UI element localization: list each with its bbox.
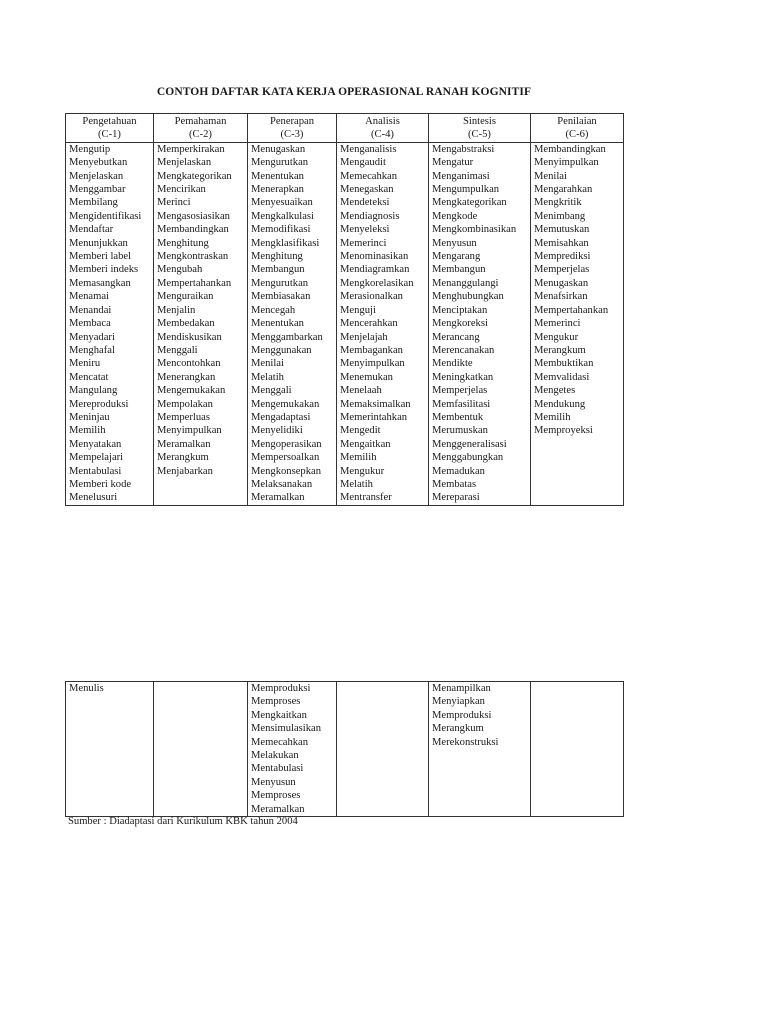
verb-item: Menyimpulkan: [340, 358, 405, 370]
verb-item: Mendikte: [432, 358, 473, 370]
verb-item: Menyimpulkan: [157, 425, 222, 437]
verb-item: Mendiskusikan: [157, 331, 222, 343]
verb-item: Melatih: [340, 478, 373, 490]
verb-item: Mengkode: [432, 210, 478, 222]
verb-item: Mendiagnosis: [340, 210, 400, 222]
verb-item: Menampilkan: [432, 683, 491, 694]
verb-item: Menyebutkan: [69, 157, 128, 169]
verb-item: Membatas: [432, 478, 477, 490]
verb-item: Menghafal: [69, 344, 115, 356]
verb-list-c4: [337, 142, 429, 505]
verb-item: Memproduksi: [432, 709, 492, 721]
verb-item: Menegaskan: [340, 184, 394, 196]
verb-item: Memproses: [251, 790, 301, 802]
verb-item: Memperluas: [157, 411, 210, 423]
verb-item: Membangun: [432, 264, 486, 276]
table-body-row: [66, 142, 624, 505]
verb-item: Mengutip: [69, 143, 111, 155]
verb-item: Menghitung: [251, 251, 303, 263]
verb-item: Mencirikan: [157, 184, 206, 196]
header-cell-c3: Penerapan (C-3): [248, 114, 337, 143]
verb-item: Mengoperasikan: [251, 438, 322, 450]
verb-item: Menunjukkan: [69, 237, 128, 249]
verb-item: Memperkirakan: [157, 143, 225, 155]
verb-item: Memerinci: [340, 237, 387, 249]
verb-item: Menerapkan: [251, 184, 304, 196]
verb-item: Memecahkan: [251, 736, 309, 748]
verb-item: Menandai: [69, 304, 112, 316]
verb-list-c4-cont: [337, 682, 429, 817]
verb-item: Menjelajah: [340, 331, 388, 343]
verb-item: Menentukan: [251, 318, 304, 330]
verb-item: Mempertahankan: [534, 304, 609, 316]
verb-item: Melakukan: [251, 750, 299, 762]
verb-item: Memproses: [251, 696, 301, 708]
verb-table-page2: [65, 681, 624, 817]
verb-item: Menggali: [251, 385, 292, 397]
verb-list-c2: [154, 142, 248, 505]
verb-item: Mengedit: [340, 425, 381, 437]
verb-item: Menciptakan: [432, 304, 488, 316]
header-cell-c6: Penilaian (C-6): [531, 114, 624, 143]
verb-item: Memperjelas: [432, 385, 488, 397]
verb-item: Mencatat: [69, 371, 109, 383]
verb-item: Membandingkan: [534, 143, 606, 155]
verb-item: Menganimasi: [432, 170, 490, 182]
verb-item: Memodifikasi: [251, 224, 311, 236]
verb-item: Memfasilitasi: [432, 398, 491, 410]
verb-item: Memprediksi: [534, 251, 591, 263]
verb-item: Mangulang: [69, 385, 118, 397]
verb-item: Memilih: [534, 411, 571, 423]
verb-item: Mengabstraksi: [432, 143, 495, 155]
verb-item: Menganalisis: [340, 143, 397, 155]
verb-item: Memasangkan: [69, 277, 131, 289]
verb-item: Menjelaskan: [69, 170, 124, 182]
verb-item: Menanggulangi: [432, 277, 499, 289]
verb-item: Menyadari: [69, 331, 115, 343]
verb-item: Memilih: [69, 425, 106, 437]
verb-item: Mengkorelasikan: [340, 277, 414, 289]
verb-item: Membagankan: [340, 344, 403, 356]
verb-item: Menjelaskan: [157, 157, 212, 169]
verb-item: Menerangkan: [157, 371, 216, 383]
verb-item: Mengukur: [340, 465, 385, 477]
verb-item: Membangun: [251, 264, 305, 276]
verb-item: Menilai: [534, 170, 567, 182]
verb-item: Mengumpulkan: [432, 184, 500, 196]
verb-item: Mensimulasikan: [251, 723, 322, 735]
verb-item: Menyusun: [432, 237, 477, 249]
header-cell-c1: Pengetahuan (C-1): [66, 114, 154, 143]
source-note: Sumber : Diadaptasi dari Kurikulum KBK tahun 2004: [68, 816, 298, 827]
verb-item: Merasionalkan: [340, 291, 403, 303]
verb-item: Meningkatkan: [432, 371, 494, 383]
verb-item: Menominasikan: [340, 251, 409, 263]
verb-item: Membaca: [69, 318, 111, 330]
verb-item: Merumuskan: [432, 425, 488, 437]
verb-item: Mereproduksi: [69, 398, 129, 410]
verb-item: Meramalkan: [157, 438, 211, 450]
verb-item: Melaksanakan: [251, 478, 313, 490]
verb-item: Memberi indeks: [69, 264, 139, 276]
verb-item: Membandingkan: [157, 224, 229, 236]
verb-item: Menjalin: [157, 304, 196, 316]
verb-item: Melatih: [251, 371, 284, 383]
verb-item: Mengemukakan: [157, 385, 226, 397]
verb-item: Menggunakan: [251, 344, 312, 356]
verb-item: Mentransfer: [340, 492, 392, 504]
verb-item: Membuktikan: [534, 358, 594, 370]
verb-list-c3: [248, 142, 337, 505]
verb-list-c2-cont: [154, 682, 248, 817]
verb-item: Merencanakan: [432, 344, 495, 356]
verb-item: Mendiagramkan: [340, 264, 410, 276]
verb-item: Membilang: [69, 197, 118, 209]
verb-item: Mengkategorikan: [157, 170, 232, 182]
verb-item: Menyelidiki: [251, 425, 303, 437]
verb-item: Memproyeksi: [534, 425, 593, 437]
verb-item: Mengurutkan: [251, 277, 309, 289]
verb-item: Menyesuaikan: [251, 197, 313, 209]
verb-item: Menulis: [69, 683, 104, 694]
verb-item: Memadukan: [432, 465, 485, 477]
verb-list-c6: [531, 142, 624, 505]
verb-item: Merinci: [157, 197, 191, 209]
verb-item: Mendaftar: [69, 224, 114, 236]
verb-item: Memberi kode: [69, 478, 132, 490]
verb-item: Membentuk: [432, 411, 484, 423]
verb-item: Memaksimalkan: [340, 398, 411, 410]
verb-item: Mengetes: [534, 385, 576, 397]
verb-item: Memproduksi: [251, 683, 311, 694]
verb-item: Mengkontraskan: [157, 251, 229, 263]
verb-item: Memecahkan: [340, 170, 398, 182]
verb-item: Menggambar: [69, 184, 126, 196]
verb-item: Mencegah: [251, 304, 296, 316]
header-cell-c2: Pemahaman (C-2): [154, 114, 248, 143]
verb-item: Merancang: [432, 331, 480, 343]
verb-list-c3-cont: [248, 682, 337, 817]
verb-item: Menyiapkan: [432, 696, 485, 708]
verb-item: Mendeteksi: [340, 197, 390, 209]
verb-list-c6-cont: [531, 682, 624, 817]
verb-item: Menyatakan: [69, 438, 122, 450]
verb-item: Menugaskan: [534, 277, 589, 289]
verb-item: Menilai: [251, 358, 284, 370]
verb-item: Mengidentifikasi: [69, 210, 142, 222]
verb-item: Menyeleksi: [340, 224, 390, 236]
verb-item: Merangkum: [534, 344, 586, 356]
verb-item: Mengkonsepkan: [251, 465, 322, 477]
verb-item: Memutuskan: [534, 224, 590, 236]
verb-item: Memilih: [340, 452, 377, 464]
verb-item: Mempersoalkan: [251, 452, 320, 464]
verb-item: Memerintahkan: [340, 411, 408, 423]
verb-item: Menimbang: [534, 210, 586, 222]
verb-list-c5: [429, 142, 531, 505]
verb-item: Menafsirkan: [534, 291, 588, 303]
verb-item: Mengubah: [157, 264, 203, 276]
verb-item: Mempelajari: [69, 452, 124, 464]
table-header-row: [66, 114, 624, 143]
verb-item: Mengkoreksi: [432, 318, 488, 330]
verb-list-c5-cont: [429, 682, 531, 817]
verb-item: Meninjau: [69, 411, 110, 423]
verb-item: Menggambarkan: [251, 331, 323, 343]
verb-item: Mendukung: [534, 398, 586, 410]
verb-item: Meniru: [69, 358, 101, 370]
verb-item: Mengukur: [534, 331, 579, 343]
verb-item: Mengkritik: [534, 197, 582, 209]
verb-item: Menghitung: [157, 237, 209, 249]
verb-item: Mengadaptasi: [251, 411, 311, 423]
verb-item: Mereparasi: [432, 492, 480, 504]
verb-item: Mengkalkulasi: [251, 210, 314, 222]
verb-table-page1: [65, 113, 624, 506]
verb-item: Merangkum: [157, 452, 209, 464]
verb-item: Menentukan: [251, 170, 304, 182]
verb-item: Meramalkan: [251, 492, 305, 504]
verb-list-c1: [66, 142, 154, 505]
verb-item: Mengarang: [432, 251, 481, 263]
verb-item: Memvalidasi: [534, 371, 590, 383]
verb-item: Menelaah: [340, 385, 382, 397]
verb-item: Membiasakan: [251, 291, 311, 303]
verb-item: Mengkombinasikan: [432, 224, 517, 236]
verb-item: Mengurutkan: [251, 157, 309, 169]
verb-item: Menggali: [157, 344, 198, 356]
verb-item: Mempolakan: [157, 398, 213, 410]
verb-item: Menjabarkan: [157, 465, 213, 477]
verb-item: Mengatur: [432, 157, 474, 169]
verb-item: Menghubungkan: [432, 291, 504, 303]
document-title: CONTOH DAFTAR KATA KERJA OPERASIONAL RANAH KOGNITIF: [156, 86, 532, 98]
verb-item: Menguji: [340, 304, 376, 316]
verb-item: Menamai: [69, 291, 110, 303]
verb-item: Merangkum: [432, 723, 484, 735]
verb-item: Menyimpulkan: [534, 157, 599, 169]
verb-item: Memberi label: [69, 251, 132, 263]
verb-item: Menyusun: [251, 776, 296, 788]
verb-item: Meramalkan: [251, 803, 305, 815]
verb-list-c1-cont: [66, 682, 154, 817]
verb-item: Mentabulasi: [251, 763, 304, 775]
verb-item: Mengaitkan: [340, 438, 391, 450]
verb-item: Menggeneralisasi: [432, 438, 507, 450]
verb-item: Memerinci: [534, 318, 581, 330]
verb-item: Menguraikan: [157, 291, 214, 303]
verb-item: Menugaskan: [251, 143, 306, 155]
verb-item: Menggabungkan: [432, 452, 504, 464]
verb-item: Memisahkan: [534, 237, 589, 249]
verb-item: Memperjelas: [534, 264, 590, 276]
verb-item: Mentabulasi: [69, 465, 122, 477]
verb-item: Mengkaitkan: [251, 709, 307, 721]
verb-item: Membedakan: [157, 318, 215, 330]
header-cell-c4: Analisis (C-4): [337, 114, 429, 143]
verb-item: Mengklasifikasi: [251, 237, 320, 249]
verb-item: Mengasosiasikan: [157, 210, 230, 222]
verb-item: Menelusuri: [69, 492, 118, 504]
header-cell-c5: Sintesis (C-5): [429, 114, 531, 143]
verb-item: Mempertahankan: [157, 277, 232, 289]
verb-item: Mengarahkan: [534, 184, 593, 196]
verb-item: Mengaudit: [340, 157, 386, 169]
verb-item: Mencontohkan: [157, 358, 221, 370]
verb-item: Menemukan: [340, 371, 393, 383]
verb-item: Mengemukakan: [251, 398, 320, 410]
verb-item: Mengkategorikan: [432, 197, 507, 209]
verb-item: Mencerahkan: [340, 318, 398, 330]
table-body-row: [66, 682, 624, 817]
verb-item: Merekonstruksi: [432, 736, 499, 748]
